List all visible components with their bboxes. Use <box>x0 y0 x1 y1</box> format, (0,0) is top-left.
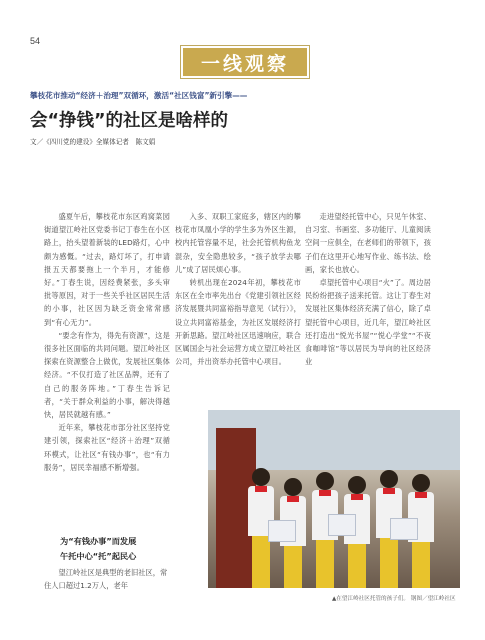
col1-paragraph-1: 盛夏午后，攀枝花市东区鸡窝菜园街道望江岭社区党委书记丁春生在小区路上，抬头望着新装的LED路灯，心中颇为感慨。“过去，路灯坏了，打申请报五天都要拖上一个半月，才能修好。”丁春生说，因经费紧张，多头审批等原因，对于一些关乎社区居民生活的小事，社区因为缺乏资金常常感到“有心无力”。 <box>44 212 170 327</box>
section-banner <box>183 48 307 76</box>
col1-tail-paragraph: 望江岭社区是典型的老旧社区，常住人口超过1.2万人，老年 <box>44 568 168 591</box>
col3-paragraph-1: 走进望经托管中心，只见午休室、自习室、书画室、多功能厅、儿童阅读空间一应俱全，在老师们的带领下，孩子们在这里开心地写作业、练书法、绘画，家长也放心。 <box>305 212 431 274</box>
page-number: 54 <box>30 36 41 46</box>
photo-children <box>208 410 460 588</box>
subhead-line-1: 为“有钱办事”而发展 <box>60 536 137 546</box>
subhead-line-2: 午托中心“托”起民心 <box>60 551 137 561</box>
column-3 <box>305 210 431 368</box>
article-title: 会“挣钱”的社区是啥样的 <box>30 111 229 131</box>
photo-award <box>390 518 418 540</box>
photo-award <box>268 520 296 542</box>
col1-tail <box>44 566 170 592</box>
section-banner-text: 一线观察 <box>200 52 289 75</box>
byline: 文／《四川党的建设》全媒体记者 陈文娟 <box>30 138 156 146</box>
photo-caption: ▲在望江岭社区托管的孩子们。 钢图／望江岭社区 <box>332 596 456 602</box>
column-1 <box>44 210 170 474</box>
col2-paragraph-1: 入多、双职工家庭多，辖区内的攀枝花市凤凰小学的学生多为外区生源，校内托管容量不足，社会托管机构鱼龙混杂，安全隐患较多，“孩子放学去哪儿”成了居民烦心事。 <box>175 212 301 274</box>
photo-award <box>328 514 356 536</box>
col2-paragraph-2: 转机出现在2024年初，攀枝花市东区在全市率先出台《党建引领社区经济发展暨共同富裕指导意见（试行）》，设立共同富裕基金，为社区发展经济打开新思路。望江岭社区迅速响应，联合区属国企与社会运营方成立望江岭社区公司，并出资举办托管中心项目。 <box>175 278 301 367</box>
col3-paragraph-2: 卓望托管中心项目“火”了。周边居民纷纷把孩子送来托管。这让丁春生对发展社区集体经济充满了信心，除了卓望托管中心项目，近几年，望江岭社区还打造出“悦光书屋”“悦心学堂”“不夜食咖啡馆”等以居民为导向的社区经济业 <box>305 278 431 367</box>
column-2 <box>175 210 301 368</box>
col1-paragraph-2: “要念有作为，得先有资源”，这是很多社区面临的共同问题。望江岭社区探索在资源整合上做优，发展社区集体经济。“不仅打造了社区品牌，还有了自己的服务阵地。”丁春生告诉记者，“关于群众利益的小事，解决得越快，居民就越有感。” <box>44 330 170 420</box>
col1-paragraph-3: 近年来，攀枝花市部分社区坚持党建引领，探索社区“经济＋治理”双循环模式，让社区“有钱办事”，也“有力服务”，居民幸福感不断增强。 <box>44 423 170 472</box>
subhead <box>60 534 180 564</box>
leadline: 攀枝花市推动“经济＋治理”双循环，激活“社区钱富”新引擎—— <box>30 91 248 100</box>
